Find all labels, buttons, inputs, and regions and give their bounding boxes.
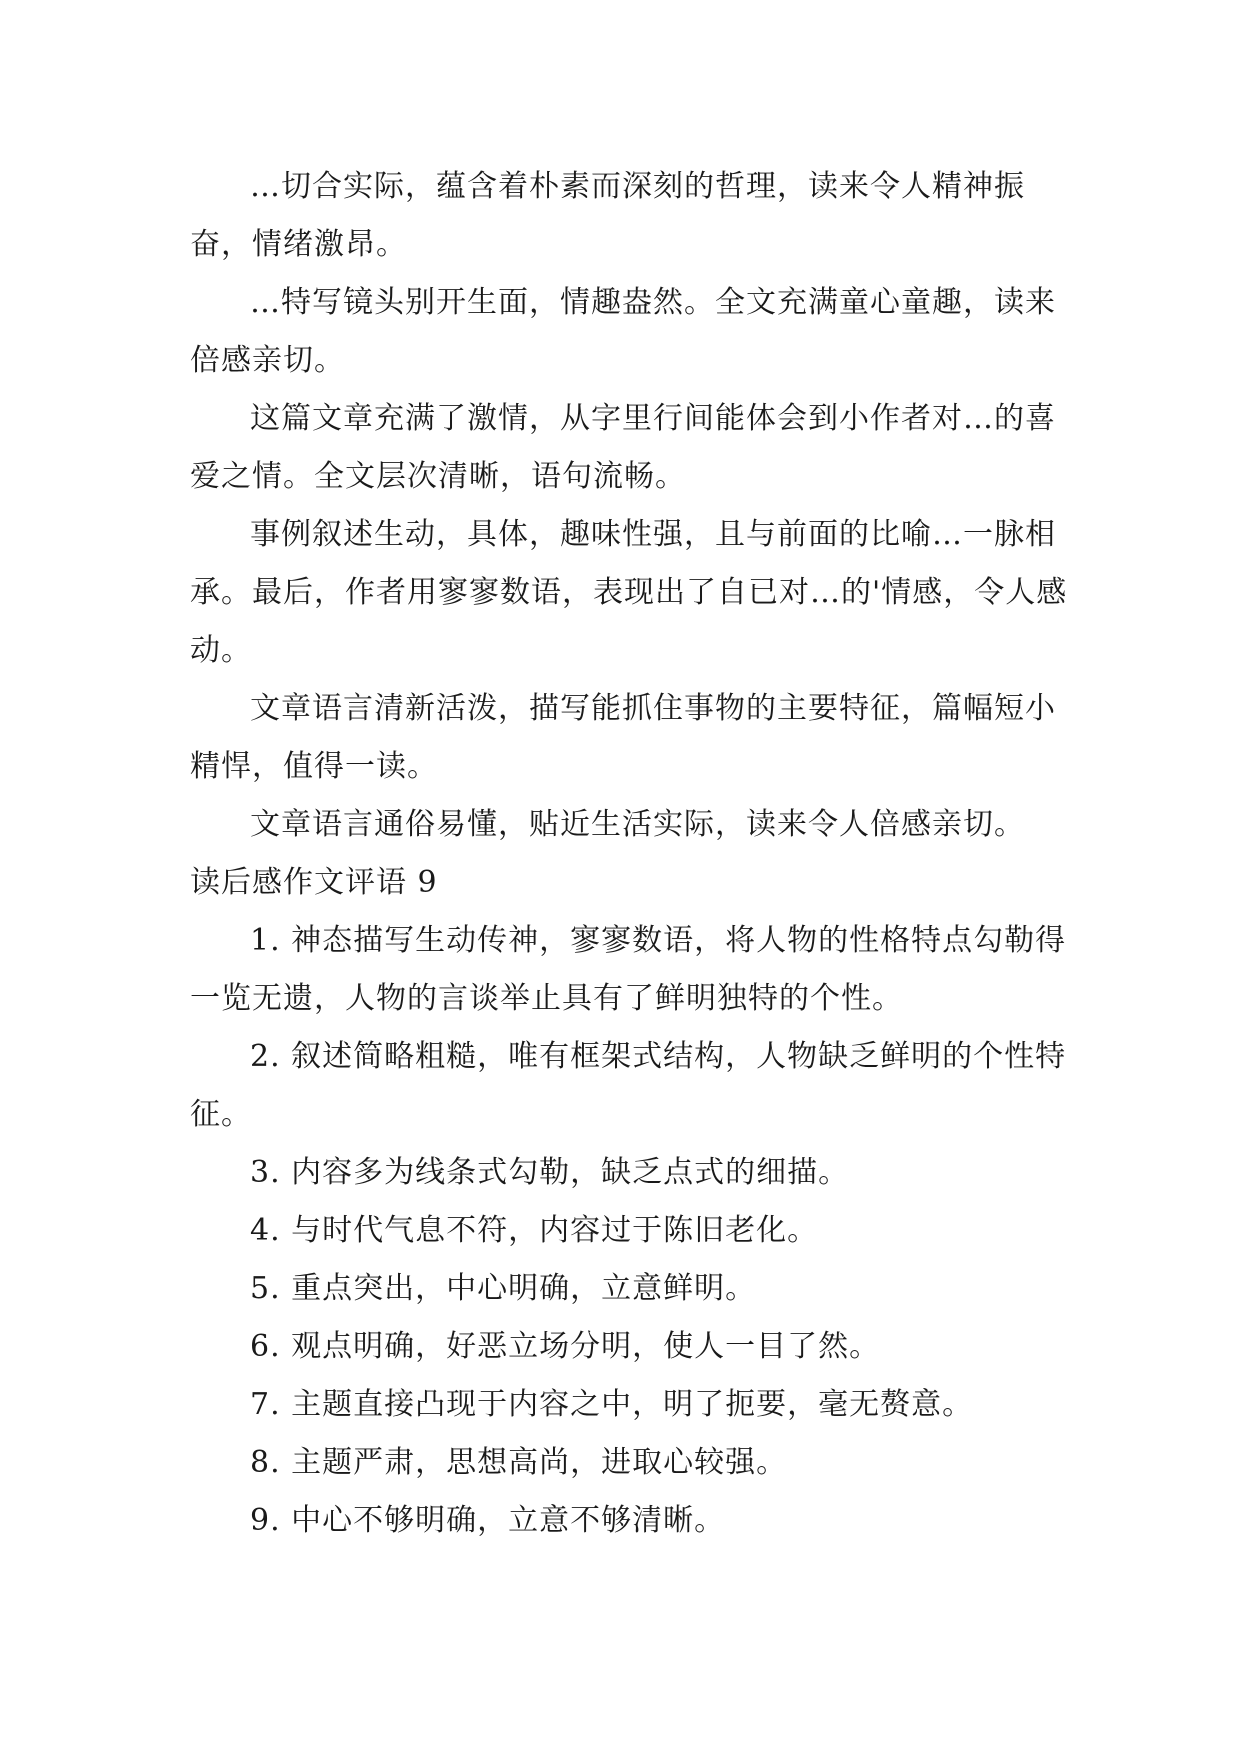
list-item-3: 3. 内容多为线条式勾勒，缺乏点式的细描。 bbox=[250, 1155, 850, 1190]
list-item-8: 8. 主题严肃，思想高尚，进取心较强。 bbox=[250, 1445, 788, 1480]
list-item-9: 9. 中心不够明确，立意不够清晰。 bbox=[250, 1503, 726, 1538]
comment-paragraph-3: 这篇文章充满了激情，从字里行间能体会到小作者对…的喜爱之情。全文层次清晰，语句流畅。 bbox=[190, 401, 1056, 494]
comment-paragraph-1: …切合实际，蕴含着朴素而深刻的哲理，读来令人精神振奋，情绪激昂。 bbox=[190, 169, 1025, 262]
comment-paragraph-4: 事例叙述生动，具体，趣味性强，且与前面的比喻…一脉相承。最后，作者用寥寥数语，表现出了自已对…的'情感，令人感动。 bbox=[190, 517, 1068, 668]
comment-paragraph-2: …特写镜头别开生面，情趣盎然。全文充满童心童趣，读来倍感亲切。 bbox=[190, 285, 1056, 378]
comment-paragraph-5: 文章语言清新活泼，描写能抓住事物的主要特征，篇幅短小精悍，值得一读。 bbox=[190, 691, 1056, 784]
list-item-5: 5. 重点突出，中心明确，立意鲜明。 bbox=[250, 1271, 757, 1306]
list-item-7: 7. 主题直接凸现于内容之中，明了扼要，毫无赘意。 bbox=[250, 1387, 974, 1422]
list-item-1: 1. 神态描写生动传神，寥寥数语，将人物的性格特点勾勒得一览无遗，人物的言谈举止具有了鲜明独特的个性。 bbox=[190, 923, 1067, 1016]
list-item-2: 2. 叙述简略粗糙，唯有框架式结构，人物缺乏鲜明的个性特征。 bbox=[190, 1039, 1067, 1132]
comment-paragraph-6: 文章语言通俗易懂，贴近生活实际，读来令人倍感亲切。 bbox=[250, 807, 1025, 842]
section-heading: 读后感作文评语 9 bbox=[190, 865, 438, 900]
document-page bbox=[190, 158, 1070, 1550]
list-item-4: 4. 与时代气息不符，内容过于陈旧老化。 bbox=[250, 1213, 819, 1248]
list-item-6: 6. 观点明确，好恶立场分明，使人一目了然。 bbox=[250, 1329, 881, 1364]
